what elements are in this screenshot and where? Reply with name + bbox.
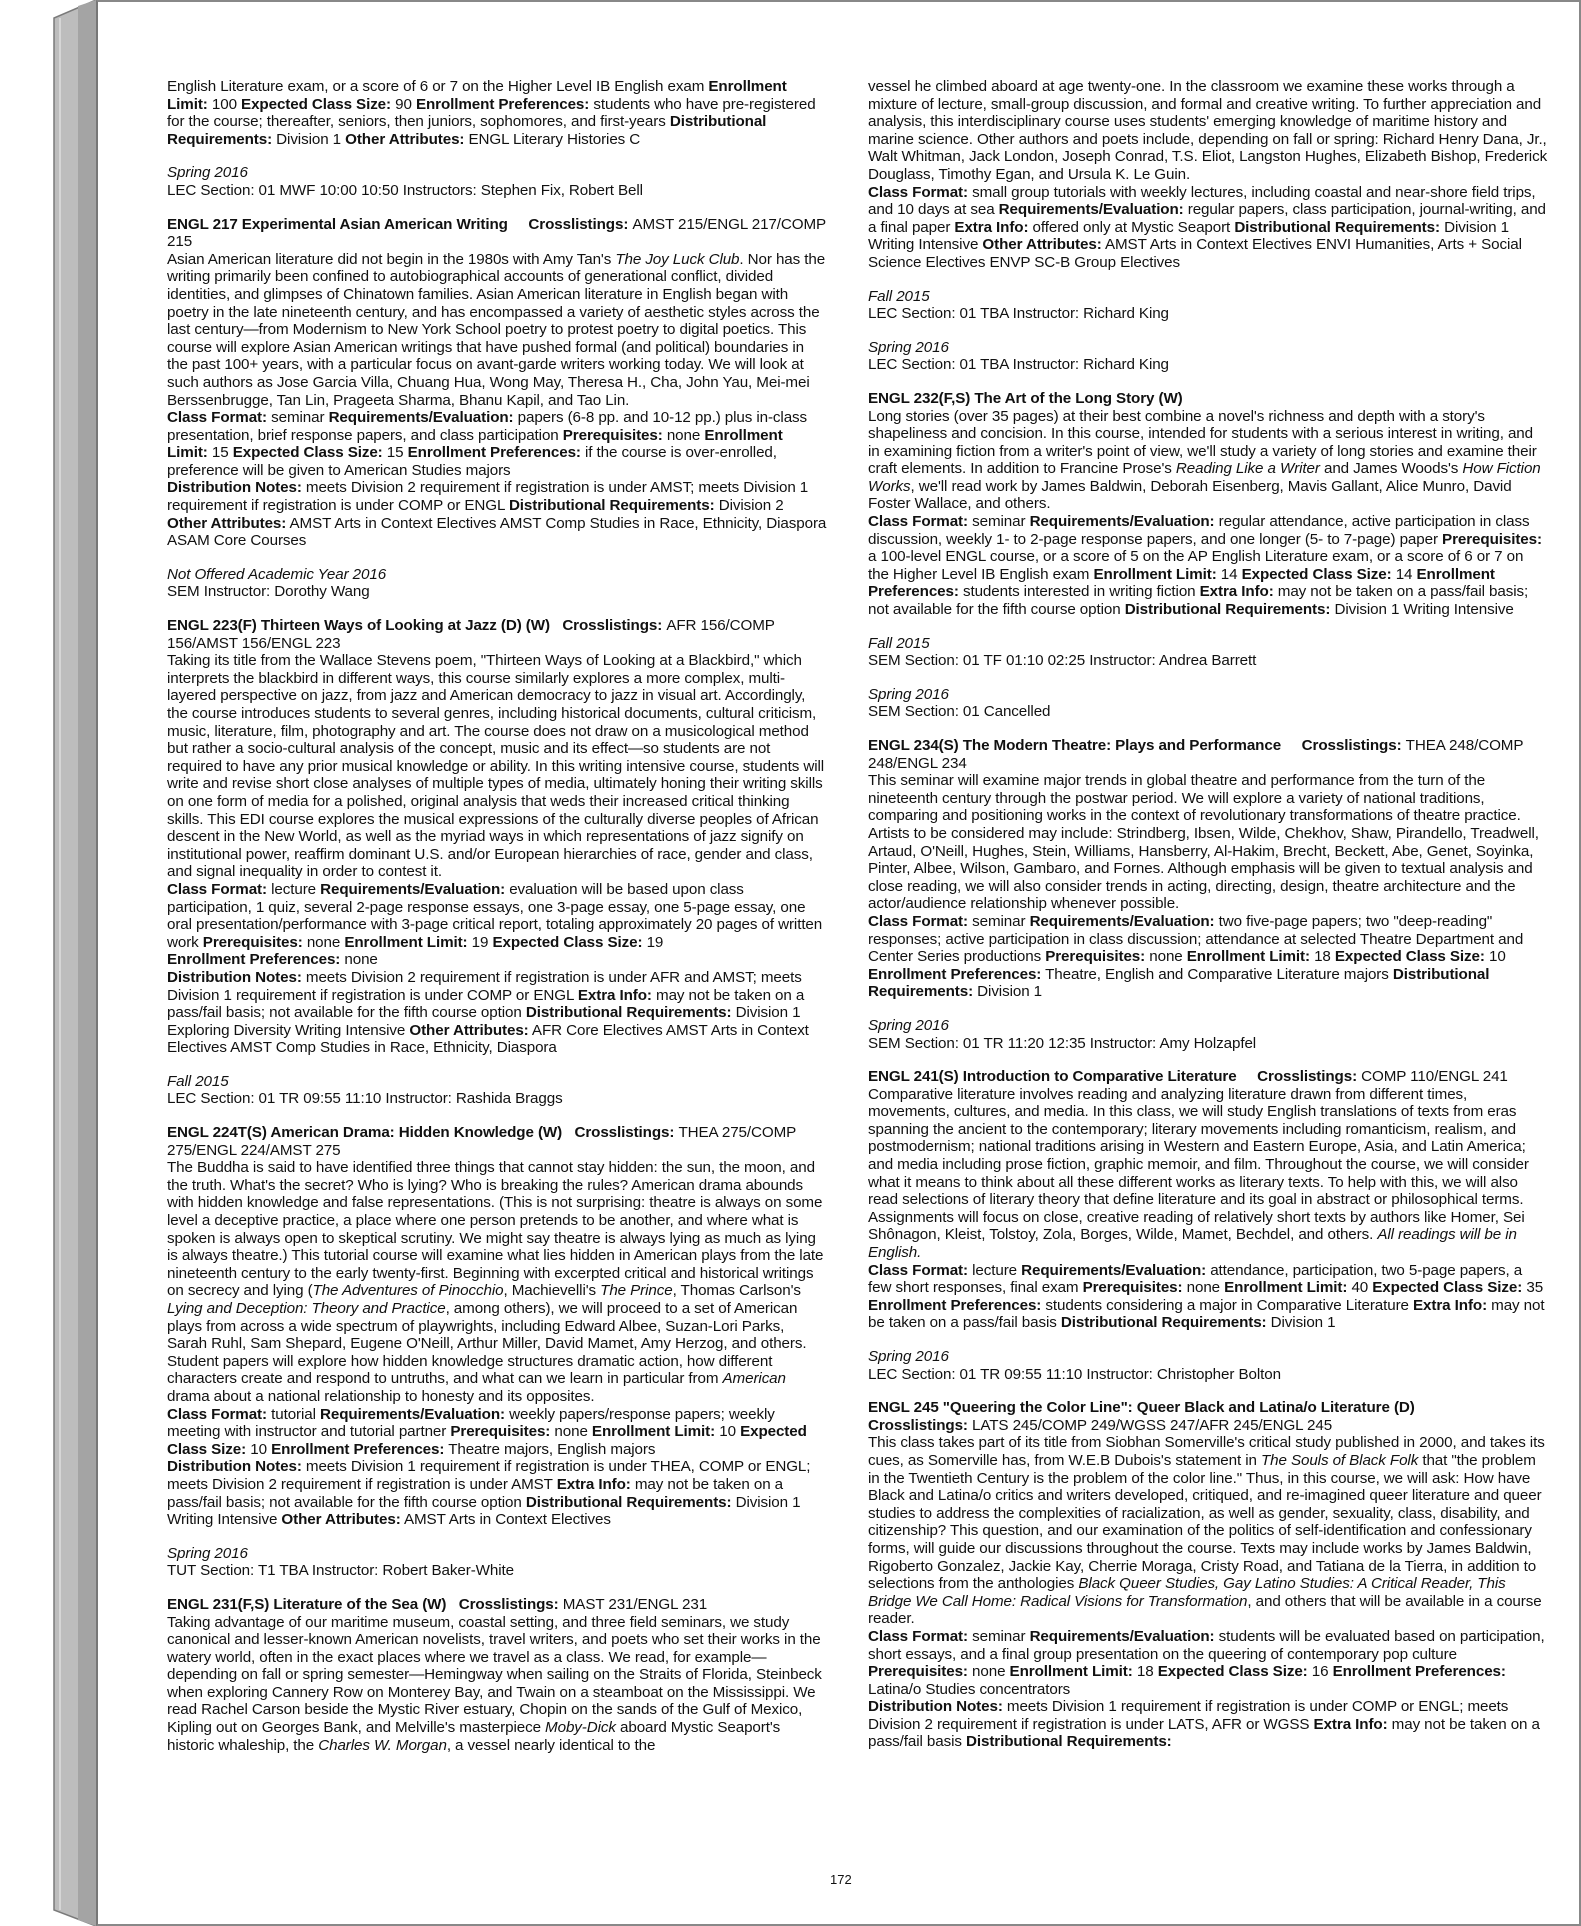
term-label: Spring 2016 [868,1016,949,1034]
course-title-engl-245: ENGL 245 "Queering the Color Line": Queer Black and Latina/o Literature (D) Crosslistings: LATS 245/COMP 249/WGSS 247/AFR 245/ENGL 245 [868,1399,1415,1434]
course-title-engl-217: ENGL 217 Experimental Asian American Writing Crosslistings: AMST 215/ENGL 217/COMP 215 [167,215,826,251]
course-details: Enrollment Preferences: none [167,951,378,969]
course-description: Long stories (over 35 pages) at their best combine a novel's richness and depth with a story's shapeliness and concision. In this course, intended for students with a serious interest in writing, and in examining fiction from a writer's point of view, we'll study a variety of long stories and examine their craft elements. In addition to Francine Prose's Reading Like a Writer and James Woods's How Fiction Works, we'll read work by James Baldwin, Deborah Eisenberg, Mavis Gallant, Alice Munro, David Foster Wallace, and others. [868,407,1541,513]
course-title-engl-231: ENGL 231(F,S) Literature of the Sea (W) Crosslistings: MAST 231/ENGL 231 [167,1595,708,1613]
term-label: Spring 2016 [868,1348,949,1365]
course-details: Distribution Notes: meets Division 1 requirement if registration is under THEA, COMP or ENGL; meets Division 2 requirement if registration is under AMST Extra Info: may not be taken on a pass/fail basis; not available for the fifth course option Distributional Requirements: Division 1 Writing Intensive Other Attributes: AMST Arts in Context Electives [167,1458,811,1529]
course-details: Distribution Notes: meets Division 2 requirement if registration is under AFR and AMST; meets Division 1 requirement if registration is under COMP or ENGL Extra Info: may not be taken on a pass/fail basis; not available for the fifth course option Distributional Requirements: Division 1 Exploring Diversity Writing Intensive Other Attributes: AFR Core Electives AMST Arts in Context Electives AMST Comp Studies in Race, Ethnicity, Diaspora [167,968,809,1057]
section-line: LEC Section: 01 MWF 10:00 10:50 Instructors: Stephen Fix, Robert Bell [167,181,643,199]
section-line: SEM Instructor: Dorothy Wang [167,583,370,601]
course-details: Class Format: tutorial Requirements/Evaluation: weekly papers/response papers; weekly meeting with instructor and tutorial partner Prerequisites: none Enrollment Limit: 10 Expected Class Size: 10 Enrollment Preferences: Theatre majors, English majors [167,1405,807,1458]
course-title-engl-241: ENGL 241(S) Introduction to Comparative Literature Crosslistings: COMP 110/ENGL 241 [868,1068,1508,1086]
section-line: TUT Section: T1 TBA Instructor: Robert Baker-White [167,1562,514,1580]
term-label: Fall 2015 [868,634,930,652]
course-entry-continued: English Literature exam, or a score of 6 or 7 on the Higher Level IB English exam Enrollment Limit: 100 Expected Class Size: 90 Enrollment Preferences: students who have pre-registered for the course; thereafter, seniors, then juniors, sophomores, and first-years Distributional Requirements: Division 1 Other Attributes: ENGL Literary Histories C [167,78,816,148]
term-label: Fall 2015 [167,1072,229,1090]
course-description: Taking its title from the Wallace Stevens poem, "Thirteen Ways of Looking at a Blackbird," which interprets the blackbird in different ways, this course similarly explores a more complex, multi-layered perspective on jazz, from jazz and American democracy to jazz in visual art. Accordingly, the course introduces students to several genres, including historical documents, cultural criticism, music, literature, film, photography and art. The course does not draw on a musicological method but rather a socio-cultural analysis of the concept, music and its effect—so students are not required to have any prior musical knowledge or ability. In this writing intensive course, students will write and revise short close analyses of multiple types of media, ultimately honing their writing skills on one form of media for a polished, original analysis that weds their increased critical thinking skills. This EDI course explores the musical expressions of the culturally diverse peoples of African descent in the New World, as well as the myriad ways in which representations of jazz signify on institutional power, reaffirm dominant U.S. and/or European hierarchies of race, gender and class, and signal inequality in order to contest it. [167,652,825,881]
course-description: vessel he climbed aboard at age twenty-one. In the classroom we examine these works through a mixture of lecture, small-group discussion, and formal and creative writing. To further appreciation and analysis, this interdisciplinary course uses students' emerging knowledge of maritime history and marine science. Other authors and poets include, depending on fall or spring: Richard Henry Dana, Jr., Walt Whitman, Jack London, Joseph Conrad, T.S. Eliot, Langston Hughes, Elizabeth Bishop, Frederick Douglass, Timothy Egan, and Ursula K. Le Guin. [868,78,1548,183]
course-description: Taking advantage of our maritime museum, coastal setting, and three field seminars, we study canonical and lesser-known American novelists, travel writers, and poets who set their works in the watery world, often in the exact places where we travel as a class. We read, for example—depending on fall or spring semester—Hemingway when sailing on the Straits of Florida, Steinbeck when exploring Cannery Row on Monterey Bay, and Twain on a steamboat on the Mississippi. We read Rachel Carson beside the Mystic River estuary, Chopin on the sands of the Gulf of Mexico, Kipling out on Georges Bank, and Melville's masterpiece Moby-Dick aboard Mystic Seaport's historic whaleship, the Charles W. Morgan, a vessel nearly identical to the [167,1613,822,1754]
section-line: SEM Section: 01 TR 11:20 12:35 Instructor: Amy Holzapfel [868,1034,1257,1052]
term-label: Fall 2015 [868,287,930,305]
course-details: Class Format: small group tutorials with weekly lectures, including coastal and near-shore field trips, and 10 days at sea Requirements/Evaluation: regular papers, class participation, journal-writing, and a final paper Extra Info: offered only at Mystic Seaport Distributional Requirements: Division 1 Writing Intensive Other Attributes: AMST Arts in Context Electives ENVI Humanities, Arts + Social Science Electives ENVP SC-B Group Electives [868,183,1546,271]
course-details: Class Format: seminar Requirements/Evaluation: regular attendance, active participation in class discussion, weekly 1- to 2-page response papers, and one longer (5- to 7-page) paper Prerequisites: a 100-level ENGL course, or a score of 5 on the AP English Literature exam, or a score of 6 or 7 on the Higher Level IB English exam Enrollment Limit: 14 Expected Class Size: 14 Enrollment Preferences: students interested in writing fiction Extra Info: may not be taken on a pass/fail basis; not available for the fifth course option Distributional Requirements: Division 1 Writing Intensive [868,513,1542,619]
course-details: Class Format: lecture Requirements/Evaluation: attendance, participation, two 5-page papers, a few short responses, final exam Prerequisites: none Enrollment Limit: 40 Expected Class Size: 35 Enrollment Preferences: students considering a major in Comparative Literature Extra Info: may not be taken on a pass/fail basis Distributional Requirements: Division 1 [868,1261,1545,1332]
term-label: Spring 2016 [868,338,949,356]
course-description: Comparative literature involves reading and analyzing literature drawn from different times, movements, cultures, and media. In this class, we will study English translations of texts from eras spanning the ancient to the contemporary; literary movements including romanticism, realism, and postmodernism; national traditions arising in Western and Eastern Europe, Asia, and Latin America; and media including prose fiction, graphic memoir, and film. Throughout the course, we will consider what it means to think about all these different works as literary texts. To help with this, we will also read selections of literary theory that define literature and its goal in abstract or philosophical terms. Assignments will focus on close, creative reading of relatively short texts by authors like Homer, Sei Shônagon, Kleist, Tolstoy, Zola, Borges, Wilde, Mamet, Bechdel, and others. All readings will be in English. [868,1085,1529,1262]
section-line: SEM Section: 01 Cancelled [868,703,1051,721]
term-label: Spring 2016 [167,164,248,182]
section-line: LEC Section: 01 TR 09:55 11:10 Instructor: Christopher Bolton [868,1365,1281,1383]
section-line: LEC Section: 01 TBA Instructor: Richard King [868,356,1169,374]
section-line: LEC Section: 01 TBA Instructor: Richard King [868,305,1169,323]
course-title-engl-223: ENGL 223(F) Thirteen Ways of Looking at Jazz (D) (W) Crosslistings: AFR 156/COMP 156/AMST 156/ENGL 223 [167,617,775,652]
term-label: Spring 2016 [167,1544,248,1562]
right-column [868,78,1548,1751]
course-details: Class Format: seminar Requirements/Evaluation: two five-page papers; two "deep-reading" responses; active participation in class discussion; attendance at selected Theatre Department and Center Series productions Prerequisites: none Enrollment Limit: 18 Expected Class Size: 10 Enrollment Preferences: Theatre, English and Comparative Literature majors Distributional Requirements: Division 1 [868,912,1524,1001]
section-line: LEC Section: 01 TR 09:55 11:10 Instructor: Rashida Braggs [167,1090,563,1108]
course-title-engl-224t: ENGL 224T(S) American Drama: Hidden Knowledge (W) Crosslistings: THEA 275/COMP 275/ENGL 224/AMST 275 [167,1124,796,1159]
term-label: Not Offered Academic Year 2016 [167,565,387,583]
course-details: Distribution Notes: meets Division 2 requirement if registration is under AMST; meets Division 1 requirement if registration is under COMP or ENGL Distributional Requirements: Division 2 Other Attributes: AMST Arts in Context Electives AMST Comp Studies in Race, Ethnicity, Diaspora ASAM Core Courses [167,479,827,550]
course-details: Class Format: lecture Requirements/Evaluation: evaluation will be based upon class participation, 1 quiz, several 2-page response essays, one 3-page essay, one 5-page essay, one oral presentation/performance with 3-page critical report, totaling approximately 20 pages of written work Prerequisites: none Enrollment Limit: 19 Expected Class Size: 19 [167,880,823,951]
section-line: SEM Section: 01 TF 01:10 02:25 Instructor: Andrea Barrett [868,652,1257,670]
book-edge [0,0,100,1926]
left-column [167,78,827,1754]
page-number: 172 [830,1872,852,1887]
course-details: Class Format: seminar Requirements/Evaluation: students will be evaluated based on participation, short essays, and a final group presentation on the queering of contemporary pop culture Prerequisites: none Enrollment Limit: 18 Expected Class Size: 16 Enrollment Preferences: Latina/o Studies concentrators [868,1627,1545,1698]
course-details: Class Format: seminar Requirements/Evaluation: papers (6-8 pp. and 10-12 pp.) plus in-class presentation, brief response papers, and class participation Prerequisites: none Enrollment Limit: 15 Expected Class Size: 15 Enrollment Preferences: if the course is over-enrolled, preference will be given to American Studies majors [167,409,808,479]
term-label: Spring 2016 [868,685,949,703]
course-details: Distribution Notes: meets Division 1 requirement if registration is under COMP or ENGL; meets Division 2 requirement if registration is under LATS, AFR or WGSS Extra Info: may not be taken on a pass/fail basis Distributional Requirements: [868,1698,1540,1751]
course-description: The Buddha is said to have identified three things that cannot stay hidden: the sun, the moon, and the truth. What's the secret? Who is lying? Who is breaking the rules? American drama abounds with hidden knowledge and false representations. (This is not surprising: theatre is always on some level a deceptive practice, a place where one person pretends to be another, and where what is spoken is always open to skeptical scrutiny. We might say theatre is always lying as much as lying is always theatre.) This tutorial course will examine what lies hidden in American plays from the late nineteenth century to the early twenty-first. Beginning with excerpted critical and historical writings on secrecy and lying (The Adventures of Pinocchio, Machievelli's The Prince, Thomas Carlson's Lying and Deception: Theory and Practice, among others), we will proceed to a set of American plays from across a wide spectrum of playwrights, including Edward Albee, Suzan-Lori Parks, Sarah Ruhl, Sam Shepard, Eugene O'Neill, Arthur Miller, David Mamet, Amy Herzog, and others. Student papers will explore how hidden knowledge structures dramatic action, how different characters create and respond to untruths, and what can we learn in particular from American drama about a national relationship to honesty and its opposites. [167,1159,824,1405]
course-title-engl-232: ENGL 232(F,S) The Art of the Long Story (W) [868,389,1183,407]
course-description: This class takes part of its title from Siobhan Somerville's critical study published in 2000, and takes its cues, as Somerville has, from W.E.B Dubois's statement in The Souls of Black Folk that "the problem in the Twentieth Century is the problem of the color line." Thus, in this course, we will ask: How have Black and Latina/o critics and writers developed, critiqued, and re-imagined queer literature and queer studies to address the complexities of racialization, as well as gender, sexuality, class, disability, and citizenship? This question, and our examination of the politics of self-identification and confessionary forms, will guide our discussions throughout the course. Texts may include works by James Baldwin, Rigoberto Gonzalez, Jackie Kay, Cherrie Moraga, Cristy Road, and Tatiana de la Tierra, in addition to selections from the anthologies Black Queer Studies, Gay Latino Studies: A Critical Reader, This Bridge We Call Home: Radical Visions for Transformation, and others that will be available in a course reader. [868,1434,1545,1628]
course-description: Asian American literature did not begin in the 1980s with Amy Tan's The Joy Luck Club. Nor has the writing primarily been confined to autobiographical accounts of generational conflict, divided identities, and glimpses of Chinatown families. Asian American literature in English began with poetry in the late nineteenth century, and has encompassed a variety of aesthetic styles across the last century—from Modernism to New York School poetry to protest poetry to digital poetics. This course will explore Asian American writings that have pushed formal (and political) boundaries in the past 100+ years, with a particular focus on avant-garde writers working today. We will look at such authors as Jose Garcia Villa, Chuang Hua, Wong May, Theresa H., Cha, John Yau, Mei-mei Berssenbrugge, Tan Lin, Prageeta Sharma, Bhanu Kapil, and Tao Lin. [167,250,826,409]
course-description: This seminar will examine major trends in global theatre and performance from the turn of the nineteenth century through the postwar period. We will explore a variety of national traditions, comparing and positioning works in the context of revolutionary transformations of theatre practice. Artists to be considered may include: Strindberg, Ibsen, Wilde, Chekhov, Shaw, Pirandello, Treadwell, Artaud, O'Neill, Hughes, Stein, Williams, Hansberry, Al-Hakim, Brecht, Beckett, Abe, Genet, Soyinka, Pinter, Albee, Wilson, Gambaro, and Fornes. Although emphasis will be given to textual analysis and close reading, we will also consider trends in acting, directing, design, theatre architecture and the actor/audience relationship whenever possible. [868,772,1539,913]
course-title-engl-234: ENGL 234(S) The Modern Theatre: Plays and Performance Crosslistings: THEA 248/COMP 248/ENGL 234 [868,737,1524,772]
